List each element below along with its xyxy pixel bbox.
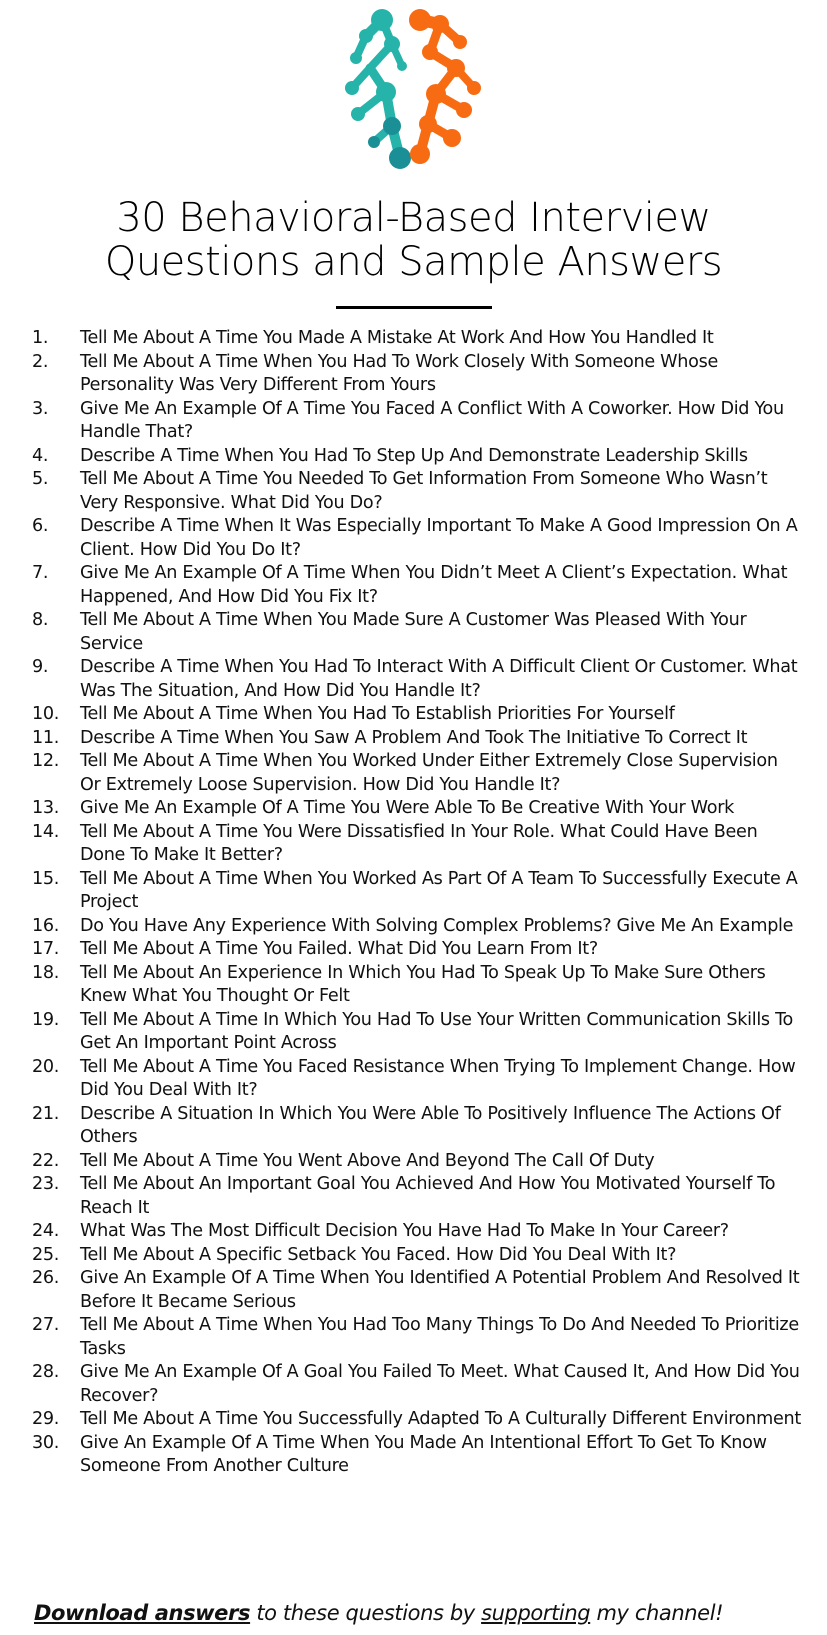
footer-text-middle: to these questions by <box>250 1601 482 1625</box>
question-text: Describe A Situation In Which You Were Able To Positively Influence The Actions Of Others <box>80 1103 781 1147</box>
question-number: 11. <box>32 727 60 748</box>
question-text: Give Me An Example Of A Time You Faced A Conflict With A Coworker. How Did You Handle That? <box>80 398 784 442</box>
logo <box>340 6 486 172</box>
brain-icon <box>340 6 486 172</box>
question-text: Give An Example Of A Time When You Identified A Potential Problem And Resolved It Before It Became Serious <box>80 1268 800 1312</box>
question-item <box>32 468 802 515</box>
question-list <box>32 327 802 1479</box>
question-text: Describe A Time When It Was Especially Important To Make A Good Impression On A Client. How Did You Do It? <box>80 516 798 560</box>
question-text: Tell Me About An Experience In Which You Had To Speak Up To Make Sure Others Knew What You Thought Or Felt <box>80 962 766 1006</box>
question-text: Tell Me About A Time You Went Above And Beyond The Call Of Duty <box>80 1150 655 1171</box>
question-number: 7. <box>32 563 49 583</box>
question-item <box>32 750 802 797</box>
question-text: Give Me An Example Of A Goal You Failed To Meet. What Caused It, And How Did You Recover? <box>80 1362 800 1406</box>
question-text: Tell Me About A Time When You Worked As Part Of A Team To Successfully Execute A Project <box>80 868 798 912</box>
question-number: 24. <box>32 1221 60 1241</box>
question-item <box>32 1267 802 1314</box>
question-item <box>32 962 802 1009</box>
question-number: 4. <box>32 445 49 466</box>
question-number: 14. <box>32 821 60 842</box>
question-text: Tell Me About A Time When You Had To Establish Priorities For Yourself <box>80 704 675 724</box>
question-item <box>32 1408 802 1432</box>
question-number: 23. <box>32 1174 60 1194</box>
question-item <box>32 609 802 656</box>
question-number: 8. <box>32 610 49 630</box>
question-text: Tell Me About A Specific Setback You Faced. How Did You Deal With It? <box>80 1244 677 1265</box>
question-item <box>32 797 802 821</box>
title-line-2: Questions and Sample Answers <box>104 239 723 285</box>
question-number: 16. <box>32 915 60 936</box>
title-line-1: 30 Behavioral-Based Interview <box>116 195 711 241</box>
question-item <box>32 656 802 703</box>
question-item <box>32 703 802 727</box>
question-item <box>32 1432 802 1479</box>
question-number: 6. <box>32 516 49 536</box>
question-text: Do You Have Any Experience With Solving Complex Problems? Give Me An Example <box>80 915 794 936</box>
question-number: 26. <box>32 1268 60 1288</box>
question-text: Give Me An Example Of A Time You Were Able To Be Creative With Your Work <box>80 798 735 818</box>
question-number: 25. <box>32 1244 60 1265</box>
footer-text-end: my channel! <box>590 1601 724 1625</box>
question-text: Give An Example Of A Time When You Made An Intentional Effort To Get To Know Someone From Another Culture <box>80 1432 767 1476</box>
question-number: 20. <box>32 1056 60 1077</box>
question-text: What Was The Most Difficult Decision You Have Had To Make In Your Career? <box>80 1221 729 1241</box>
question-number: 19. <box>32 1009 60 1030</box>
question-number: 18. <box>32 962 60 983</box>
question-text: Tell Me About A Time You Faced Resistance When Trying To Implement Change. How Did You Deal With It? <box>80 1056 796 1100</box>
page-title <box>0 196 827 284</box>
question-text: Describe A Time When You Had To Step Up And Demonstrate Leadership Skills <box>80 445 748 466</box>
question-item <box>32 562 802 609</box>
question-item <box>32 915 802 939</box>
question-item <box>32 398 802 445</box>
question-text: Tell Me About A Time When You Had To Work Closely With Someone Whose Personality Was Very Different From Yours <box>80 351 718 395</box>
question-item <box>32 1173 802 1220</box>
question-item <box>32 1103 802 1150</box>
question-number: 2. <box>32 351 49 372</box>
question-item <box>32 515 802 562</box>
question-item <box>32 1150 802 1174</box>
question-text: Tell Me About A Time You Failed. What Did You Learn From It? <box>80 939 598 959</box>
question-number: 13. <box>32 798 60 818</box>
question-item <box>32 1220 802 1244</box>
question-item <box>32 1056 802 1103</box>
question-number: 12. <box>32 751 60 771</box>
question-item <box>32 1361 802 1408</box>
footer-cta <box>34 1600 814 1626</box>
question-number: 27. <box>32 1315 60 1335</box>
question-text: Tell Me About A Time You Needed To Get Information From Someone Who Wasn’t Very Responsive. What Did You Do? <box>80 469 768 513</box>
question-text: Tell Me About A Time In Which You Had To Use Your Written Communication Skills To Get An Important Point Across <box>80 1009 793 1053</box>
question-number: 21. <box>32 1103 60 1124</box>
question-text: Give Me An Example Of A Time When You Didn’t Meet A Client’s Expectation. What Happened, And How Did You Fix It? <box>80 563 788 607</box>
question-text: Describe A Time When You Saw A Problem And Took The Initiative To Correct It <box>80 727 748 748</box>
question-number: 9. <box>32 657 49 677</box>
question-text: Tell Me About A Time When You Had Too Many Things To Do And Needed To Prioritize Tasks <box>80 1315 799 1359</box>
question-item <box>32 351 802 398</box>
question-text: Describe A Time When You Had To Interact With A Difficult Client Or Customer. What Was The Situation, And How Did You Handle It? <box>80 657 798 701</box>
question-text: Tell Me About A Time When You Made Sure A Customer Was Pleased With Your Service <box>80 610 747 654</box>
title-divider <box>336 306 492 309</box>
question-number: 3. <box>32 398 49 419</box>
question-text: Tell Me About A Time You Successfully Adapted To A Culturally Different Environment <box>80 1409 801 1429</box>
question-number: 28. <box>32 1362 60 1382</box>
download-answers-link[interactable]: Download answers <box>34 1601 251 1625</box>
question-number: 1. <box>32 328 49 348</box>
question-item <box>32 1009 802 1056</box>
question-text: Tell Me About A Time You Made A Mistake At Work And How You Handled It <box>80 328 714 348</box>
brain-left-half <box>345 9 411 169</box>
question-item <box>32 821 802 868</box>
question-item <box>32 1244 802 1268</box>
question-number: 5. <box>32 469 49 489</box>
question-item <box>32 727 802 751</box>
question-item <box>32 1314 802 1361</box>
question-text: Tell Me About A Time You Were Dissatisfied In Your Role. What Could Have Been Done To Make It Better? <box>80 821 758 865</box>
question-number: 29. <box>32 1409 60 1429</box>
question-number: 22. <box>32 1150 60 1171</box>
brain-right-half <box>409 9 481 164</box>
question-number: 15. <box>32 868 60 889</box>
question-number: 10. <box>32 704 60 724</box>
question-number: 30. <box>32 1432 60 1453</box>
question-text: Tell Me About An Important Goal You Achieved And How You Motivated Yourself To Reach It <box>80 1174 776 1218</box>
supporting-link[interactable]: supporting <box>481 1601 591 1625</box>
question-text: Tell Me About A Time When You Worked Under Either Extremely Close Supervision Or Extremely Loose Supervision. How Did You Handle It? <box>80 751 778 795</box>
question-item <box>32 868 802 915</box>
question-item <box>32 327 802 351</box>
question-item <box>32 445 802 469</box>
question-number: 17. <box>32 939 60 959</box>
question-item <box>32 938 802 962</box>
